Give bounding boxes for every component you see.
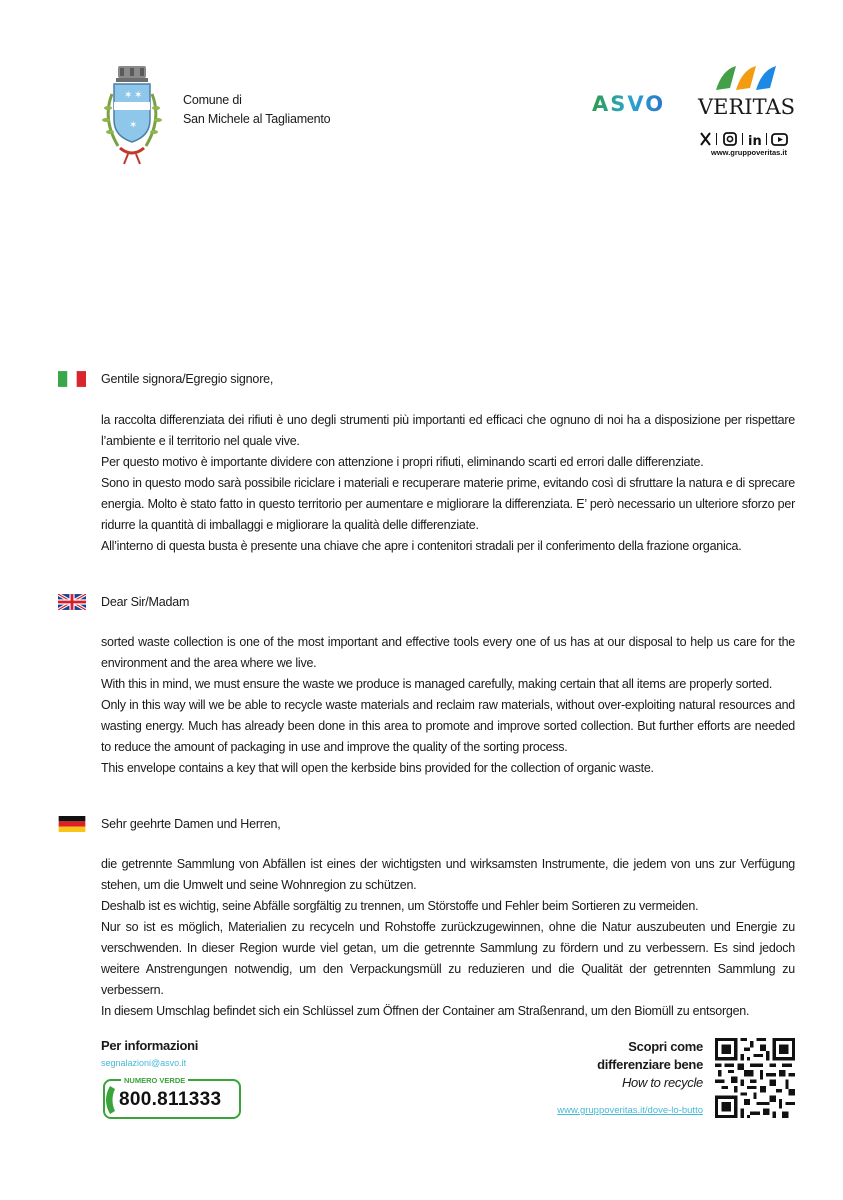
social-links bbox=[699, 130, 799, 148]
x-icon[interactable] bbox=[701, 133, 710, 145]
discover-block bbox=[597, 1038, 703, 1092]
numero-verde-number[interactable]: 800.811333 bbox=[119, 1089, 222, 1110]
recycle-guide-link[interactable]: www.gruppoveritas.it/dove-lo-butto bbox=[557, 1105, 703, 1116]
italian-paragraph: Sono in questo modo sarà possibile riciclare i materiali e recuperare materie prime, evitando così di sfruttare la natura e di sprecare energia. Molto è stato fatto in questo territorio per aumentare e migliorare la differenziata. E’ però necessario un ulteriore sforzo per ridurre la quantità di imballaggi e migliorare la qualità delle differenziate. bbox=[101, 476, 795, 532]
website-link[interactable]: www.gruppoveritas.it bbox=[711, 148, 787, 157]
municipal-crest-icon bbox=[100, 64, 164, 168]
linkedin-icon[interactable] bbox=[748, 134, 762, 148]
german-paragraph: In diesem Umschlag befindet sich ein Schlüssel zum Öffnen der Container am Straßenrand, um den Biomüll zu entsorgen. bbox=[101, 1004, 750, 1018]
uk-flag-icon bbox=[58, 594, 86, 610]
italian-body bbox=[101, 410, 795, 557]
german-paragraph: Deshalb ist es wichtig, seine Abfälle sorgfältig zu trennen, um Störstoffe und Fehler beim Sortieren zu vermeiden. bbox=[101, 899, 699, 913]
german-flag-icon bbox=[58, 816, 86, 832]
german-body bbox=[101, 854, 795, 1022]
veritas-text: VERITAS bbox=[698, 95, 796, 118]
italian-paragraph: All’interno di questa busta è presente una chiave che apre i contenitori stradali per il conferimento della frazione organica. bbox=[101, 539, 742, 553]
asvo-logo bbox=[592, 92, 676, 114]
info-title: Per informazioni bbox=[101, 1038, 199, 1053]
municipality-name bbox=[183, 91, 330, 129]
svg-text:✶: ✶ bbox=[124, 90, 133, 101]
svg-text:✶: ✶ bbox=[129, 120, 138, 131]
english-body bbox=[101, 632, 795, 779]
german-paragraph: Nur so ist es möglich, Materialien zu recyceln und Rohstoffe zurückzugewinnen, ohne die Natur auszubeuten und Energie zu verschwenden. In dieser Region wurde viel getan, um die getrennte Sammlung zu fördern und zu verbessern. Es sind jedoch weitere Anstrengungen notwendig, um den Verpackungsmüll zu reduzieren und die Qualität der getrennten Sammlung zu verbessern. bbox=[101, 920, 795, 997]
veritas-logo bbox=[696, 62, 796, 118]
english-paragraph: With this in mind, we must ensure the waste we produce is managed carefully, making certain that all items are properly sorted. bbox=[101, 677, 773, 691]
phone-icon bbox=[106, 1086, 115, 1114]
english-paragraph: Only in this way will we be able to recycle waste materials and reclaim raw materials, without over-exploiting natural resources and wasting energy. Much has already been done in this area to promote and improve sorted collection. But further efforts are needed to reduce the amount of packaging in use and improve the quality of the sorting process. bbox=[101, 698, 795, 754]
discover-line-2: differenziare bene bbox=[597, 1057, 703, 1072]
italian-flag-icon bbox=[58, 371, 86, 387]
instagram-icon[interactable] bbox=[724, 133, 736, 145]
italian-paragraph: la raccolta differenziata dei rifiuti è uno degli strumenti più importanti ed efficaci che ognuno di noi ha a disposizione per rispettare l’ambiente e il territorio nel quale vive. bbox=[101, 413, 795, 448]
english-salutation: Dear Sir/Madam bbox=[101, 595, 190, 609]
english-paragraph: This envelope contains a key that will open the kerbside bins provided for the collection of organic waste. bbox=[101, 761, 654, 775]
municipality-line-1: Comune di bbox=[183, 93, 242, 107]
italian-paragraph: Per questo motivo è importante dividere con attenzione i propri rifiuti, eliminando scarti ed errori dalle differenziate. bbox=[101, 455, 704, 469]
english-paragraph: sorted waste collection is one of the most important and effective tools every one of us has at our disposal to help us care for the environment and the area where we live. bbox=[101, 635, 795, 670]
municipality-line-2: San Michele al Tagliamento bbox=[183, 112, 331, 126]
asvo-text: ASVO bbox=[592, 92, 666, 114]
german-paragraph: die getrennte Sammlung von Abfällen ist eines der wichtigsten und wirksamsten Instrumente, die jedem von uns zur Verfügung stehen, um die Umwelt und seine Wohnregion zu schützen. bbox=[101, 857, 795, 892]
discover-line-1: Scopri come bbox=[628, 1039, 703, 1054]
svg-text:in: in bbox=[748, 134, 762, 148]
qr-code-icon[interactable] bbox=[715, 1038, 795, 1118]
info-email-link[interactable]: segnalazioni@asvo.it bbox=[101, 1058, 187, 1068]
numero-verde-label: NUMERO VERDE bbox=[121, 1076, 188, 1085]
german-salutation: Sehr geehrte Damen und Herren, bbox=[101, 817, 281, 831]
italian-salutation: Gentile signora/Egregio signore, bbox=[101, 372, 274, 386]
svg-text:✶: ✶ bbox=[134, 90, 143, 101]
youtube-icon[interactable] bbox=[772, 134, 787, 145]
discover-line-3: How to recycle bbox=[621, 1075, 703, 1090]
